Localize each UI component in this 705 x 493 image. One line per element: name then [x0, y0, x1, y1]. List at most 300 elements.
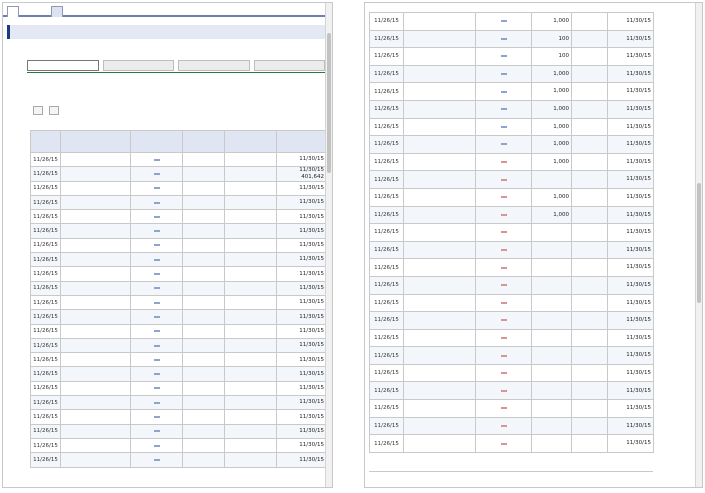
- trade-date: 11/26/15: [370, 171, 404, 189]
- quantity-cell: [183, 353, 225, 367]
- right-scrollbar[interactable]: [695, 3, 702, 487]
- trade-type-cell: [476, 83, 532, 101]
- quantity: 1,000: [553, 106, 569, 113]
- price-cell: [572, 13, 608, 31]
- price-cell: [572, 329, 608, 347]
- count-button-a[interactable]: [33, 106, 43, 115]
- trade-type-badge: [501, 196, 507, 198]
- window-tab-bar: [3, 3, 332, 17]
- price-cell: [572, 276, 608, 294]
- settlement-amount-cell: [608, 13, 654, 31]
- table-row[interactable]: [31, 238, 327, 252]
- trade-date: 11/26/15: [31, 338, 61, 352]
- price-cell: [225, 381, 277, 395]
- col-header-price: [225, 131, 277, 153]
- stock-name-cell: [404, 100, 476, 118]
- settlement-amount-cell: [277, 438, 327, 452]
- trade-date: 11/26/15: [31, 324, 61, 338]
- trade-table-right: [369, 12, 654, 453]
- quantity: 1,000: [553, 123, 569, 130]
- trade-type-cell: [131, 295, 183, 309]
- trade-type-badge: [501, 443, 507, 445]
- trade-type-badge: [501, 38, 507, 40]
- settlement-amount: 11/30/15: [299, 342, 324, 349]
- settlement-amount-cell: [277, 224, 327, 238]
- table-row[interactable]: [370, 241, 654, 259]
- table-row[interactable]: [370, 364, 654, 382]
- price-cell: [572, 347, 608, 365]
- trade-date: 11/26/15: [31, 453, 61, 467]
- stock-name-cell: [61, 224, 131, 238]
- trade-date: 11/26/15: [370, 241, 404, 259]
- stock-name-cell: [404, 382, 476, 400]
- settlement-amount: 11/30/15: [299, 442, 324, 449]
- right-scrollbar-thumb[interactable]: [697, 183, 701, 303]
- quantity-cell: [183, 181, 225, 195]
- price-cell: [225, 424, 277, 438]
- trade-date: 11/26/15: [31, 167, 61, 181]
- stock-name-cell: [404, 30, 476, 48]
- price-cell: [225, 195, 277, 209]
- settlement-amount: 11/30/15: [626, 176, 651, 183]
- stock-name-cell: [404, 13, 476, 31]
- table-row[interactable]: [370, 276, 654, 294]
- settlement-amount: 11/30/15: [626, 35, 651, 42]
- trade-type-cell: [476, 382, 532, 400]
- settlement-amount-cell: [277, 167, 327, 181]
- trade-type-badge: [501, 161, 507, 163]
- stock-name-cell: [61, 338, 131, 352]
- stock-name-cell: [404, 65, 476, 83]
- stock-name-cell: [61, 324, 131, 338]
- price-cell: [225, 253, 277, 267]
- trade-type-cell: [131, 410, 183, 424]
- trade-type-badge: [501, 108, 507, 110]
- table-row[interactable]: [31, 210, 327, 224]
- table-row[interactable]: [31, 167, 327, 181]
- trade-type-badge: [501, 319, 507, 321]
- stock-name-cell: [404, 312, 476, 330]
- quantity-cell: [532, 48, 572, 66]
- trade-date: 11/26/15: [370, 435, 404, 453]
- price-cell: [572, 364, 608, 382]
- trade-type-badge: [501, 73, 507, 75]
- trade-type-cell: [476, 30, 532, 48]
- table-row[interactable]: [31, 181, 327, 195]
- stock-name-cell: [61, 424, 131, 438]
- count-button-b[interactable]: [49, 106, 59, 115]
- settlement-amount: 11/30/15: [299, 285, 324, 292]
- stock-name-cell: [404, 417, 476, 435]
- table-row[interactable]: [31, 453, 327, 467]
- trade-date: 11/26/15: [370, 400, 404, 418]
- stock-name-cell: [61, 367, 131, 381]
- table-row[interactable]: [31, 438, 327, 452]
- trade-type-badge: [154, 159, 160, 161]
- table-row[interactable]: [370, 206, 654, 224]
- price-cell: [572, 171, 608, 189]
- trade-type-badge: [501, 143, 507, 145]
- stock-name-cell: [61, 238, 131, 252]
- settlement-amount-cell: [608, 153, 654, 171]
- settlement-amount: 11/30/15: [299, 456, 324, 463]
- quantity-cell: [532, 435, 572, 453]
- quantity-cell: [183, 410, 225, 424]
- trade-type-cell: [131, 353, 183, 367]
- table-row[interactable]: [370, 153, 654, 171]
- price-cell: [572, 118, 608, 136]
- table-row[interactable]: [31, 381, 327, 395]
- sub-tab-3[interactable]: [254, 60, 326, 71]
- settlement-amount: 11/30/15: [626, 264, 651, 271]
- stock-name-cell: [404, 224, 476, 242]
- quantity: 100: [558, 53, 569, 60]
- settlement-amount: 11/30/15: [626, 352, 651, 359]
- trade-date: 11/26/15: [31, 295, 61, 309]
- trade-type-badge: [501, 214, 507, 216]
- stock-name-cell: [404, 48, 476, 66]
- table-row[interactable]: [370, 136, 654, 154]
- settlement-amount-cell: [608, 312, 654, 330]
- settlement-amount: 11/30/15: [299, 413, 324, 420]
- trade-date: 11/26/15: [370, 224, 404, 242]
- sub-tab-2[interactable]: [178, 60, 250, 71]
- settlement-amount: 11/30/15: [299, 270, 324, 277]
- settlement-amount: 11/30/15: [299, 399, 324, 406]
- trade-type-cell: [131, 281, 183, 295]
- quantity-cell: [183, 396, 225, 410]
- trade-type-cell: [476, 276, 532, 294]
- table-row[interactable]: [31, 224, 327, 238]
- trade-date: 11/26/15: [31, 367, 61, 381]
- trade-type-cell: [476, 136, 532, 154]
- table-row[interactable]: [31, 338, 327, 352]
- quantity-cell: [532, 118, 572, 136]
- settlement-amount-cell: [277, 181, 327, 195]
- col-header-qty: [183, 131, 225, 153]
- price-cell: [225, 167, 277, 181]
- price-cell: [225, 367, 277, 381]
- quantity-cell: [532, 347, 572, 365]
- settlement-amount: 11/30/15: [626, 229, 651, 236]
- trade-type-badge: [501, 302, 507, 304]
- stock-name-cell: [404, 400, 476, 418]
- table-row[interactable]: [370, 382, 654, 400]
- table-row[interactable]: [370, 118, 654, 136]
- trade-date: 11/26/15: [370, 417, 404, 435]
- quantity: 1,000: [553, 88, 569, 95]
- trade-date: 11/26/15: [370, 259, 404, 277]
- trade-date: 11/26/15: [370, 153, 404, 171]
- table-footer-line: [369, 471, 653, 472]
- quantity-cell: [183, 338, 225, 352]
- settlement-amount: 11/30/15: [299, 156, 324, 163]
- settlement-amount-cell: [608, 382, 654, 400]
- quantity-cell: [183, 224, 225, 238]
- trade-date: 11/26/15: [370, 364, 404, 382]
- table-row[interactable]: [31, 253, 327, 267]
- stock-name-cell: [61, 253, 131, 267]
- window-tab-0[interactable]: [7, 6, 19, 17]
- table-row[interactable]: [31, 424, 327, 438]
- stock-name-cell: [61, 210, 131, 224]
- trade-date: 11/26/15: [370, 347, 404, 365]
- settlement-amount-cell: [608, 417, 654, 435]
- trade-type-cell: [131, 453, 183, 467]
- quantity: 100: [558, 35, 569, 42]
- quantity-cell: [183, 195, 225, 209]
- settlement-amount: 11/30/15: [299, 213, 324, 220]
- settlement-amount-cell: [608, 136, 654, 154]
- trade-type-badge: [154, 416, 160, 418]
- table-row[interactable]: [370, 171, 654, 189]
- trade-date: 11/26/15: [31, 438, 61, 452]
- trade-type-badge: [154, 402, 160, 404]
- col-header-amount: [277, 131, 327, 153]
- settlement-amount: 11/30/15: [626, 246, 651, 253]
- trade-date: 11/26/15: [31, 238, 61, 252]
- quantity-cell: [532, 224, 572, 242]
- trade-type-badge: [154, 316, 160, 318]
- trade-type-cell: [131, 153, 183, 167]
- col-header-type: [131, 131, 183, 153]
- quantity-cell: [183, 324, 225, 338]
- trade-type-badge: [154, 430, 160, 432]
- price-cell: [225, 238, 277, 252]
- price-cell: [225, 281, 277, 295]
- trade-type-cell: [131, 267, 183, 281]
- quantity-cell: [183, 210, 225, 224]
- price-cell: [225, 453, 277, 467]
- trade-date: 11/26/15: [370, 30, 404, 48]
- table-row[interactable]: [370, 188, 654, 206]
- quantity-cell: [532, 136, 572, 154]
- stock-name-cell: [61, 381, 131, 395]
- trade-date: 11/26/15: [31, 381, 61, 395]
- table-row[interactable]: [370, 83, 654, 101]
- quantity: 1,000: [553, 193, 569, 200]
- table-row[interactable]: [31, 367, 327, 381]
- trade-type-badge: [154, 216, 160, 218]
- trade-type-badge: [501, 425, 507, 427]
- stock-name-cell: [404, 294, 476, 312]
- trade-type-cell: [131, 210, 183, 224]
- price-cell: [572, 65, 608, 83]
- settlement-amount: 11/30/15: [299, 428, 324, 435]
- price-cell: [572, 188, 608, 206]
- trade-type-badge: [501, 284, 507, 286]
- trade-date: 11/26/15: [31, 310, 61, 324]
- table-row[interactable]: [31, 324, 327, 338]
- trade-type-cell: [131, 338, 183, 352]
- quantity-cell: [532, 171, 572, 189]
- table-row[interactable]: [31, 353, 327, 367]
- trade-type-badge: [501, 355, 507, 357]
- stock-name-cell: [404, 171, 476, 189]
- settlement-amount-cell: [608, 347, 654, 365]
- trade-type-cell: [476, 417, 532, 435]
- table-row[interactable]: [31, 295, 327, 309]
- table-row[interactable]: [370, 30, 654, 48]
- trade-type-badge: [501, 337, 507, 339]
- trade-type-badge: [154, 387, 160, 389]
- trade-date: 11/26/15: [31, 181, 61, 195]
- table-row[interactable]: [370, 312, 654, 330]
- table-row[interactable]: [370, 224, 654, 242]
- price-cell: [572, 224, 608, 242]
- sub-tab-underline: [27, 72, 325, 73]
- price-cell: [225, 410, 277, 424]
- trade-type-badge: [501, 55, 507, 57]
- settlement-amount: 11/30/15: [626, 281, 651, 288]
- quantity-cell: [532, 30, 572, 48]
- trade-type-cell: [131, 253, 183, 267]
- settlement-amount-cell: [277, 238, 327, 252]
- stock-name-cell: [61, 295, 131, 309]
- settlement-amount: 11/30/15: [299, 313, 324, 320]
- sub-tab-0[interactable]: [27, 60, 99, 71]
- trade-type-cell: [131, 238, 183, 252]
- table-row[interactable]: [370, 435, 654, 453]
- trade-date: 11/26/15: [31, 281, 61, 295]
- stock-name-cell: [404, 153, 476, 171]
- settlement-amount-cell: [608, 224, 654, 242]
- price-cell: [572, 153, 608, 171]
- left-scrollbar[interactable]: [325, 3, 332, 487]
- table-row[interactable]: [370, 417, 654, 435]
- trade-type-cell: [131, 381, 183, 395]
- window-tab-1[interactable]: [51, 6, 63, 17]
- settlement-amount-cell: [608, 329, 654, 347]
- table-row[interactable]: [370, 294, 654, 312]
- trade-date: 11/26/15: [370, 48, 404, 66]
- stock-name-cell: [61, 195, 131, 209]
- table-header-row: [31, 131, 327, 153]
- sub-tab-1[interactable]: [103, 60, 175, 71]
- trade-type-badge: [501, 126, 507, 128]
- table-row[interactable]: [31, 281, 327, 295]
- trade-type-badge: [501, 390, 507, 392]
- table-row[interactable]: [370, 100, 654, 118]
- table-row[interactable]: [370, 400, 654, 418]
- trade-type-badge: [154, 230, 160, 232]
- quantity-cell: [532, 382, 572, 400]
- table-row[interactable]: [370, 48, 654, 66]
- quantity-cell: [532, 329, 572, 347]
- quantity-cell: [183, 267, 225, 281]
- trade-date: 11/26/15: [31, 195, 61, 209]
- table-row[interactable]: [370, 347, 654, 365]
- settlement-amount-cell: [608, 276, 654, 294]
- settlement-amount: 11/30/15: [299, 167, 324, 174]
- table-row[interactable]: [31, 267, 327, 281]
- quantity: 1,000: [553, 70, 569, 77]
- trade-type-cell: [131, 367, 183, 381]
- stock-name-cell: [404, 118, 476, 136]
- price-cell: [572, 294, 608, 312]
- table-row[interactable]: [31, 153, 327, 167]
- settlement-amount-cell: [608, 100, 654, 118]
- settlement-amount-cell: [277, 338, 327, 352]
- stock-name-cell: [61, 310, 131, 324]
- quantity-cell: [183, 424, 225, 438]
- trade-date: 11/26/15: [370, 65, 404, 83]
- stock-name-cell: [61, 453, 131, 467]
- price-cell: [225, 324, 277, 338]
- trade-date: 11/26/15: [370, 83, 404, 101]
- table-row[interactable]: [370, 13, 654, 31]
- quantity-cell: [532, 83, 572, 101]
- right-panel: [364, 2, 703, 488]
- price-cell: [572, 435, 608, 453]
- trade-type-cell: [131, 167, 183, 181]
- trade-type-cell: [476, 48, 532, 66]
- left-scrollbar-thumb[interactable]: [327, 33, 331, 173]
- trade-date: 11/26/15: [370, 136, 404, 154]
- trade-type-badge: [154, 202, 160, 204]
- settlement-amount: 11/30/15: [626, 123, 651, 130]
- settlement-amount-cell: [608, 435, 654, 453]
- settlement-amount-cell: [277, 396, 327, 410]
- price-cell: [225, 338, 277, 352]
- trade-type-badge: [154, 445, 160, 447]
- settlement-amount: 11/30/15: [299, 227, 324, 234]
- trade-date: 11/26/15: [31, 253, 61, 267]
- settlement-amount-sub: 401,642: [301, 173, 324, 180]
- settlement-amount: 11/30/15: [626, 405, 651, 412]
- trade-type-badge: [154, 287, 160, 289]
- price-cell: [225, 396, 277, 410]
- quantity-cell: [183, 381, 225, 395]
- table-row[interactable]: [370, 65, 654, 83]
- quantity-cell: [183, 310, 225, 324]
- settlement-amount: 11/30/15: [299, 356, 324, 363]
- count-row: [33, 106, 59, 115]
- stock-name-cell: [404, 241, 476, 259]
- trade-date: 11/26/15: [370, 206, 404, 224]
- price-cell: [225, 353, 277, 367]
- quantity-cell: [183, 281, 225, 295]
- stock-name-cell: [61, 281, 131, 295]
- trade-table-left: [30, 130, 327, 468]
- table-row[interactable]: [31, 410, 327, 424]
- trade-type-badge: [154, 244, 160, 246]
- stock-name-cell: [61, 353, 131, 367]
- trade-type-cell: [476, 329, 532, 347]
- trade-date: 11/26/15: [31, 424, 61, 438]
- quantity-cell: [532, 312, 572, 330]
- left-panel: [2, 2, 333, 488]
- settlement-amount-cell: [608, 241, 654, 259]
- settlement-amount-cell: [277, 424, 327, 438]
- stock-name-cell: [61, 267, 131, 281]
- table-row[interactable]: [31, 195, 327, 209]
- page-title: [7, 25, 329, 39]
- table-row[interactable]: [31, 396, 327, 410]
- table-row[interactable]: [370, 259, 654, 277]
- price-cell: [225, 224, 277, 238]
- stock-name-cell: [61, 438, 131, 452]
- trade-date: 11/26/15: [31, 224, 61, 238]
- settlement-amount: 11/30/15: [626, 88, 651, 95]
- settlement-amount-cell: [277, 410, 327, 424]
- trade-type-cell: [476, 13, 532, 31]
- table-row[interactable]: [370, 329, 654, 347]
- col-header-date: [31, 131, 61, 153]
- trade-type-cell: [476, 171, 532, 189]
- price-cell: [572, 241, 608, 259]
- table-row[interactable]: [31, 310, 327, 324]
